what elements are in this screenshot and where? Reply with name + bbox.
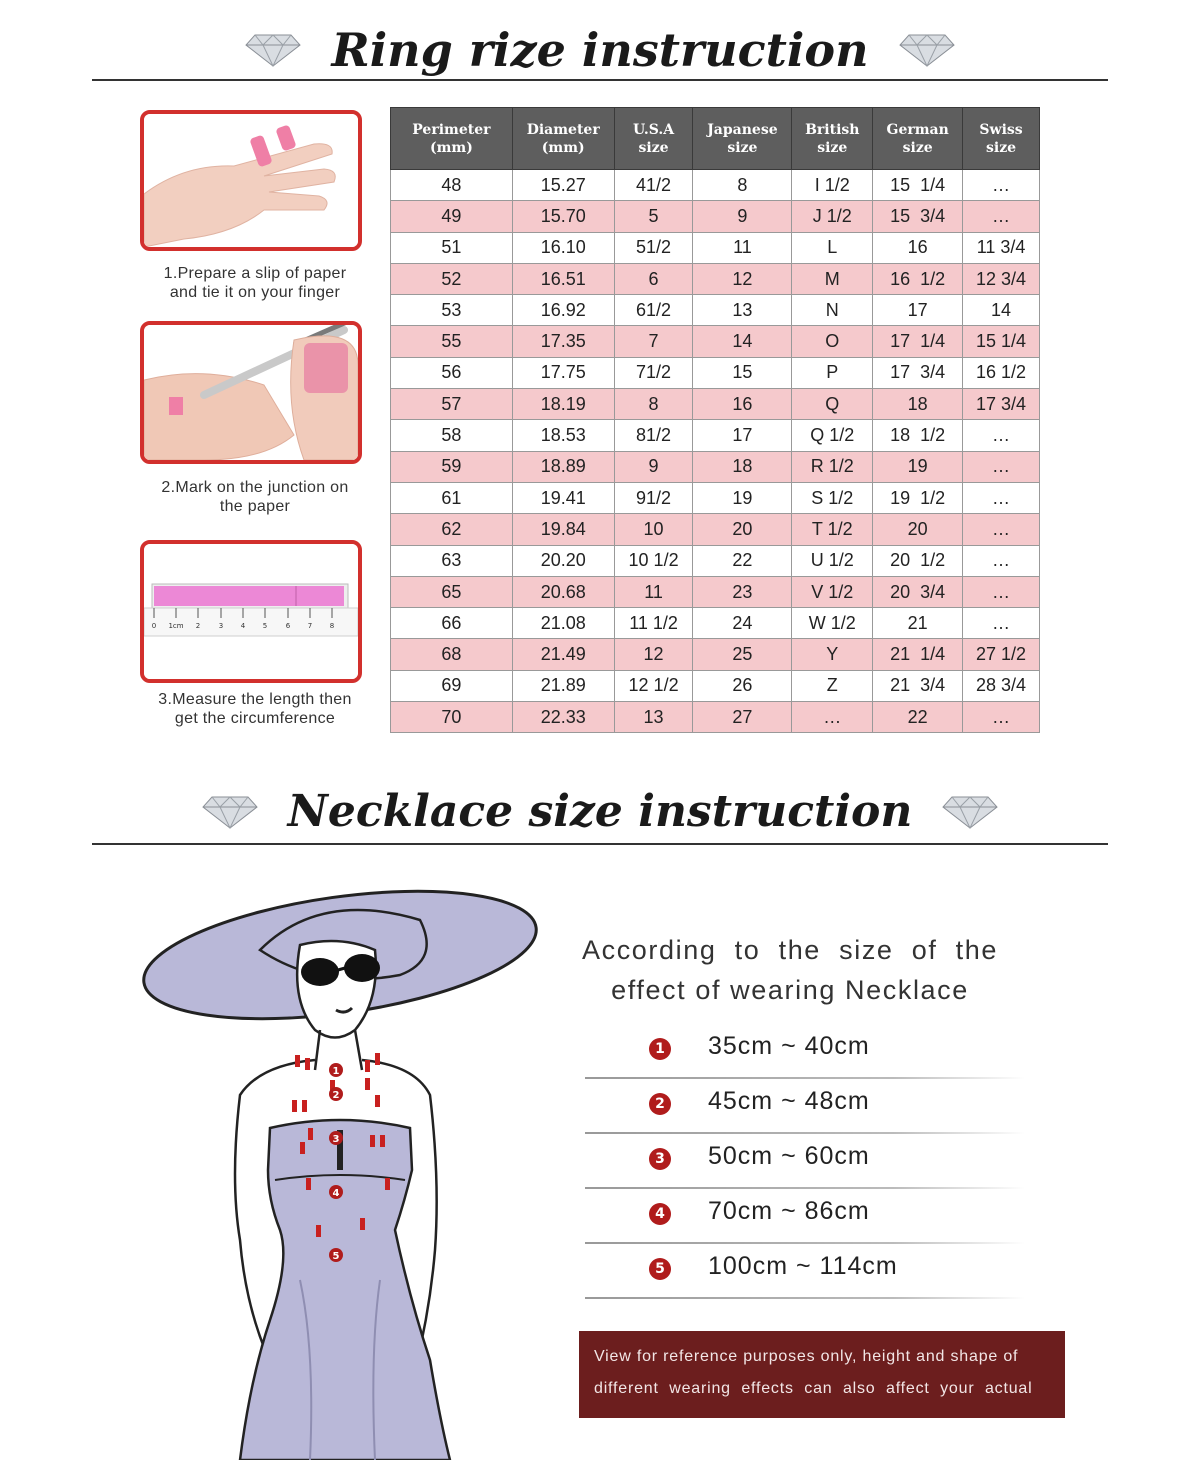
cell-usa: 11 1/2: [614, 608, 693, 639]
diamond-icon: [245, 33, 301, 67]
cell-diameter: 19.84: [512, 514, 614, 545]
cell-diameter: 17.75: [512, 357, 614, 388]
header-diameter: Diameter (mm): [512, 108, 614, 170]
cell-japanese: 26: [693, 670, 792, 701]
cell-usa: 91/2: [614, 482, 693, 513]
cell-swiss: 16 1/2: [963, 357, 1040, 388]
cell-usa: 51/2: [614, 232, 693, 263]
cell-japanese: 24: [693, 608, 792, 639]
cell-german: 20 3/4: [873, 576, 963, 607]
ring-title-text: Ring rize instruction: [331, 23, 869, 77]
cell-swiss: …: [963, 451, 1040, 482]
divider: [92, 79, 1108, 81]
cell-german: 17 3/4: [873, 357, 963, 388]
cell-usa: 13: [614, 702, 693, 733]
necklace-size-item: [585, 1189, 1025, 1244]
table-row: [391, 451, 1040, 482]
cell-japanese: 16: [693, 389, 792, 420]
cell-japanese: 17: [693, 420, 792, 451]
table-header-row: [391, 108, 1040, 170]
ruler-label: 3: [218, 622, 224, 630]
cell-british: T 1/2: [792, 514, 873, 545]
necklace-heading-line1: According to the size of the: [582, 935, 998, 965]
cell-swiss: 27 1/2: [963, 639, 1040, 670]
divider: [92, 843, 1108, 845]
header-swiss-size: Swiss size: [963, 108, 1040, 170]
ruler-label: 0: [151, 622, 157, 630]
cell-diameter: 15.27: [512, 170, 614, 201]
cell-usa: 61/2: [614, 295, 693, 326]
table-row: [391, 357, 1040, 388]
table-row: [391, 670, 1040, 701]
cell-swiss: 14: [963, 295, 1040, 326]
table-row: [391, 420, 1040, 451]
cell-swiss: …: [963, 702, 1040, 733]
cell-swiss: 28 3/4: [963, 670, 1040, 701]
cell-diameter: 19.41: [512, 482, 614, 513]
cell-usa: 81/2: [614, 420, 693, 451]
cell-british: Q: [792, 389, 873, 420]
table-row: [391, 232, 1040, 263]
cell-british: S 1/2: [792, 482, 873, 513]
cell-perimeter: 58: [391, 420, 513, 451]
cell-british: J 1/2: [792, 201, 873, 232]
cell-usa: 10 1/2: [614, 545, 693, 576]
cell-british: Q 1/2: [792, 420, 873, 451]
necklace-size-item: [585, 1244, 1025, 1299]
necklace-size-item: [585, 1024, 1025, 1079]
neck-marker-1: 1: [332, 1066, 340, 1077]
cell-diameter: 16.51: [512, 263, 614, 294]
table-row: [391, 295, 1040, 326]
cell-usa: 11: [614, 576, 693, 607]
size-number-badge: 3: [649, 1148, 671, 1170]
size-range: 70cm ~ 86cm: [708, 1197, 870, 1225]
cell-swiss: …: [963, 608, 1040, 639]
cell-japanese: 23: [693, 576, 792, 607]
cell-german: 21 3/4: [873, 670, 963, 701]
table-row: [391, 263, 1040, 294]
cell-perimeter: 59: [391, 451, 513, 482]
woman-with-necklace-illustration: [140, 880, 560, 1460]
cell-japanese: 9: [693, 201, 792, 232]
cell-japanese: 8: [693, 170, 792, 201]
cell-british: P: [792, 357, 873, 388]
cell-swiss: …: [963, 576, 1040, 607]
diamond-icon: [202, 795, 258, 829]
row-divider: [585, 1297, 1025, 1299]
cell-perimeter: 61: [391, 482, 513, 513]
table-row: [391, 514, 1040, 545]
cell-british: M: [792, 263, 873, 294]
neck-marker-5: 5: [332, 1251, 340, 1262]
cell-perimeter: 57: [391, 389, 513, 420]
cell-swiss: 11 3/4: [963, 232, 1040, 263]
ruler-label: 7: [307, 622, 313, 630]
cell-diameter: 20.20: [512, 545, 614, 576]
table-row: [391, 702, 1040, 733]
cell-british: V 1/2: [792, 576, 873, 607]
necklace-heading: [570, 930, 1010, 1010]
cell-german: 18: [873, 389, 963, 420]
table-row: [391, 482, 1040, 513]
cell-swiss: 12 3/4: [963, 263, 1040, 294]
note-line2: different wearing effects can also affect your actual: [594, 1380, 1033, 1397]
necklace-title: [0, 782, 1200, 839]
cell-japanese: 22: [693, 545, 792, 576]
cell-british: W 1/2: [792, 608, 873, 639]
header-perimeter: Perimeter (mm): [391, 108, 513, 170]
cell-usa: 7: [614, 326, 693, 357]
cell-perimeter: 66: [391, 608, 513, 639]
necklace-title-text: Necklace size instruction: [287, 785, 913, 837]
cell-swiss: …: [963, 514, 1040, 545]
cell-diameter: 18.89: [512, 451, 614, 482]
cell-usa: 41/2: [614, 170, 693, 201]
cell-diameter: 17.35: [512, 326, 614, 357]
header-usa-size: U.S.A size: [614, 108, 693, 170]
cell-perimeter: 51: [391, 232, 513, 263]
cell-usa: 10: [614, 514, 693, 545]
cell-german: 20 1/2: [873, 545, 963, 576]
cell-german: 17 1/4: [873, 326, 963, 357]
cell-perimeter: 49: [391, 201, 513, 232]
cell-diameter: 21.49: [512, 639, 614, 670]
ring-table-body: [391, 170, 1040, 733]
cell-british: …: [792, 702, 873, 733]
cell-german: 19 1/2: [873, 482, 963, 513]
size-number-badge: 4: [649, 1203, 671, 1225]
necklace-size-item: [585, 1079, 1025, 1134]
cell-swiss: …: [963, 420, 1040, 451]
ruler-label: 2: [195, 622, 201, 630]
cell-german: 18 1/2: [873, 420, 963, 451]
cell-swiss: …: [963, 201, 1040, 232]
ring-size-table: [390, 107, 1040, 733]
cell-german: 16 1/2: [873, 263, 963, 294]
size-range: 50cm ~ 60cm: [708, 1142, 870, 1170]
cell-perimeter: 69: [391, 670, 513, 701]
necklace-heading-line2: effect of wearing Necklace: [611, 975, 969, 1005]
cell-perimeter: 65: [391, 576, 513, 607]
cell-german: 21: [873, 608, 963, 639]
cell-german: 21 1/4: [873, 639, 963, 670]
step2-caption-line2: the paper: [219, 498, 291, 515]
cell-usa: 71/2: [614, 357, 693, 388]
cell-japanese: 27: [693, 702, 792, 733]
cell-german: 15 3/4: [873, 201, 963, 232]
cell-diameter: 15.70: [512, 201, 614, 232]
marking-paper-illustration: [144, 325, 358, 460]
reference-note: [579, 1331, 1065, 1418]
cell-diameter: 21.89: [512, 670, 614, 701]
cell-usa: 12 1/2: [614, 670, 693, 701]
cell-perimeter: 62: [391, 514, 513, 545]
cell-german: 17: [873, 295, 963, 326]
cell-british: U 1/2: [792, 545, 873, 576]
size-range: 100cm ~ 114cm: [708, 1252, 898, 1280]
cell-swiss: …: [963, 545, 1040, 576]
ruler-illustration: [144, 544, 358, 679]
size-number-badge: 5: [649, 1258, 671, 1280]
cell-swiss: 17 3/4: [963, 389, 1040, 420]
step3-caption-line1: 3.Measure the length then: [158, 691, 352, 708]
step1-caption: [130, 264, 380, 302]
ruler-label: 1cm: [168, 622, 184, 630]
cell-diameter: 18.19: [512, 389, 614, 420]
cell-usa: 5: [614, 201, 693, 232]
cell-japanese: 14: [693, 326, 792, 357]
step2-image: [140, 321, 362, 464]
cell-swiss: 15 1/4: [963, 326, 1040, 357]
cell-perimeter: 70: [391, 702, 513, 733]
table-row: [391, 389, 1040, 420]
neck-marker-3: 3: [332, 1134, 340, 1145]
cell-german: 15 1/4: [873, 170, 963, 201]
cell-japanese: 18: [693, 451, 792, 482]
header-japanese-size: Japanese size: [693, 108, 792, 170]
neck-marker-4: 4: [332, 1188, 340, 1199]
step1-caption-line2: and tie it on your finger: [169, 284, 341, 301]
table-row: [391, 170, 1040, 201]
size-range: 35cm ~ 40cm: [708, 1032, 870, 1060]
step3-image: [140, 540, 362, 683]
cell-usa: 12: [614, 639, 693, 670]
cell-british: R 1/2: [792, 451, 873, 482]
necklace-size-item: [585, 1134, 1025, 1189]
cell-swiss: …: [963, 170, 1040, 201]
cell-swiss: …: [963, 482, 1040, 513]
neck-marker-2: 2: [332, 1090, 340, 1101]
cell-perimeter: 53: [391, 295, 513, 326]
cell-usa: 9: [614, 451, 693, 482]
hand-with-paper-strip-illustration: [144, 114, 358, 247]
cell-usa: 6: [614, 263, 693, 294]
cell-diameter: 22.33: [512, 702, 614, 733]
cell-perimeter: 55: [391, 326, 513, 357]
ring-title: [0, 18, 1200, 78]
cell-japanese: 25: [693, 639, 792, 670]
size-number-badge: 2: [649, 1093, 671, 1115]
table-row: [391, 326, 1040, 357]
header-british-size: British size: [792, 108, 873, 170]
cell-usa: 8: [614, 389, 693, 420]
cell-japanese: 20: [693, 514, 792, 545]
ruler-label: 8: [329, 622, 335, 630]
cell-british: Y: [792, 639, 873, 670]
size-number-badge: 1: [649, 1038, 671, 1060]
step1-caption-line1: 1.Prepare a slip of paper: [163, 265, 347, 282]
cell-perimeter: 56: [391, 357, 513, 388]
cell-british: Z: [792, 670, 873, 701]
table-row: [391, 576, 1040, 607]
table-row: [391, 608, 1040, 639]
table-row: [391, 545, 1040, 576]
cell-japanese: 19: [693, 482, 792, 513]
cell-perimeter: 68: [391, 639, 513, 670]
ruler-label: 5: [262, 622, 268, 630]
cell-japanese: 13: [693, 295, 792, 326]
cell-diameter: 16.10: [512, 232, 614, 263]
step1-image: [140, 110, 362, 251]
cell-british: N: [792, 295, 873, 326]
cell-british: O: [792, 326, 873, 357]
cell-german: 16: [873, 232, 963, 263]
step2-caption: [130, 478, 380, 516]
table-row: [391, 639, 1040, 670]
cell-perimeter: 48: [391, 170, 513, 201]
ruler-label: 4: [240, 622, 246, 630]
cell-diameter: 20.68: [512, 576, 614, 607]
cell-german: 20: [873, 514, 963, 545]
step3-caption: [130, 690, 380, 728]
cell-diameter: 21.08: [512, 608, 614, 639]
cell-british: L: [792, 232, 873, 263]
size-range: 45cm ~ 48cm: [708, 1087, 870, 1115]
header-german-size: German size: [873, 108, 963, 170]
diamond-icon: [899, 33, 955, 67]
note-line1: View for reference purposes only, height and shape of: [594, 1348, 1019, 1365]
cell-diameter: 18.53: [512, 420, 614, 451]
cell-japanese: 15: [693, 357, 792, 388]
diamond-icon: [942, 795, 998, 829]
cell-german: 22: [873, 702, 963, 733]
cell-japanese: 12: [693, 263, 792, 294]
cell-perimeter: 52: [391, 263, 513, 294]
step2-caption-line1: 2.Mark on the junction on: [161, 479, 349, 496]
cell-british: I 1/2: [792, 170, 873, 201]
table-row: [391, 201, 1040, 232]
ruler-label: 6: [285, 622, 291, 630]
cell-japanese: 11: [693, 232, 792, 263]
cell-perimeter: 63: [391, 545, 513, 576]
step3-caption-line2: get the circumference: [174, 710, 336, 727]
cell-diameter: 16.92: [512, 295, 614, 326]
cell-german: 19: [873, 451, 963, 482]
